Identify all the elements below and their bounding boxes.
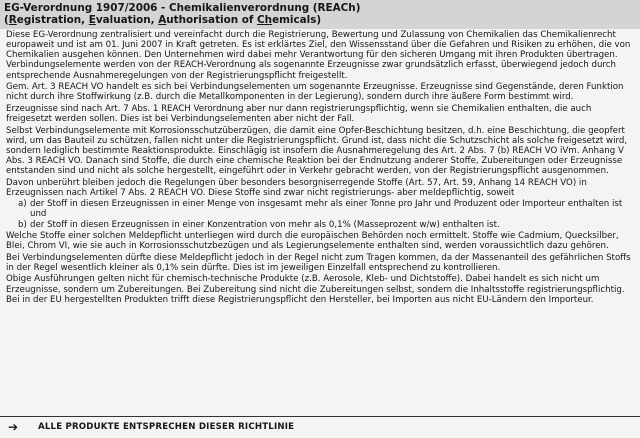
paragraph: Welche Stoffe einer solchen Meldepflicht unterliegen wird durch die europäischen Behörden noch ermittelt. Stoffe wie Cadmium, Quecksilber, Blei, Chrom VI, wie sie auch in Korrosionsschutzbezügen und als Legierungselemente enthalten sind, werden voraussichtlich dazu gehören. xyxy=(6,231,619,252)
paragraph: Erzeugnisse sind nach Art. 7 Abs. 1 REACH Verordnung aber nur dann registrierungspflichtig, wenn sie Chemikalien enthalten, die auch freigesetzt werden sollen. Dies ist bei Verbindungselementen aber nicht der Fall. xyxy=(6,103,592,125)
paragraph: Obige Ausführungen gelten nicht für chemisch-technische Produkte (z.B. Aerosole, Kleb- und Dichtstoffe). Dabei handelt es sich nicht um Erzeugnisse, sondern um Zubereitungen. Bei Zubereitung sind nicht die Zubereitungen selbst, sondern die Inhaltsstoffe registrierungspflichtig. Bei in der EU hergestellten Produkten trifft diese Registrierungspflicht den Hersteller, bei Importen aus nicht EU-Ländern den Importeur. xyxy=(6,274,625,305)
document-subtitle: (Registration, Evaluation, Authorisation of Chemicals) xyxy=(4,14,322,26)
list-text: der Stoff in diesen Erzeugnissen in einer Konzentration von mehr als 0,1% (Masseprozent w/w) enthalten ist. xyxy=(30,219,500,230)
document-title: EG-Verordnung 1907/2006 - Chemikalienverordnung (REACh) xyxy=(4,2,361,14)
list-item xyxy=(6,199,634,219)
paragraph: Bei Verbindungselementen dürfte diese Meldepflicht jedoch in der Regel nicht zum Tragen kommen, da der Massenanteil des gefährlichen Stoffs in der Regel wesentlich kleiner als 0,1% sein dürfte. Dies ist im jeweiligen Einzelfall entsprechend zu kontrollieren. xyxy=(6,252,631,273)
paragraph: Gem. Art. 3 REACH VO handelt es sich bei Verbindungselementen um sogenannte Erzeugnisse. Erzeugnisse sind Gegenstände, deren Funktion nicht durch ihre Stoffwirkung (z.B. durch die Metallkomponenten in der Legierung), sondern durch ihre äußere Form bestimmt wird. xyxy=(6,82,624,103)
footer-bar xyxy=(0,416,640,435)
list-item xyxy=(6,220,634,230)
list-text: der Stoff in diesen Erzeugnissen in einer Menge von insgesamt mehr als einer Tonne pro Jahr und Produzent oder Importeur enthalten ist und xyxy=(30,198,623,219)
footer-label: ALLE PRODUKTE ENTSPRECHEN DIESER RICHTLINIE xyxy=(38,422,295,432)
arrow-right-icon: ➔ xyxy=(8,420,19,434)
paragraph: Davon unberührt bleiben jedoch die Regelungen über besonders besorgniserregende Stoffe (Art. 57, Art. 59, Anhang 14 REACH VO) in Erzeugnissen nach Artikel 7 Abs. 2 REACH VO. Diese Stoffe sind zwar nicht registrierungs- aber meldepflichtig, soweit xyxy=(6,177,587,198)
document-body xyxy=(6,29,634,305)
paragraph: Diese EG-Verordnung zentralisiert und vereinfacht durch die Registrierung, Bewertung und Zulassung von Chemikalien das Chemikalienrecht europaweit und ist am 01. Juni 2007 in Kraft getreten. Es ist erklärtes Ziel, den Wissensstand über die Gefahren und Risiken zu erhöhen, die von Chemikalien ausgehen können. Den Unternehmen wird dabei mehr Verantwortung für den sicheren Umgang mit ihren Produkten übertragen. Verbindungselemente werden von der REACH-Verordnung als sogenannte Erzeugnisse zwar grundsätzlich erfasst, überwiegend jedoch durch entsprechende Ausnahmeregelungen von der Registrierungspflicht freigestellt. xyxy=(6,30,631,81)
list-marker: b) xyxy=(18,219,27,230)
paragraph: Selbst Verbindungselemente mit Korrosionsschutzüberzügen, die damit eine Opfer-Beschichtung besitzen, d.h. eine Beschichtung, die geopfert wird, um das Bauteil zu schützen, fallen nicht unter die Registrierungspflicht. Grund ist, dass nicht die Schutzschicht als solche freigesetzt wird, sondern lediglich bestimmte Reaktionsprodukte. Einschlägig ist insofern die Ausnahmeregelung des Art. 2 Abs. 7 (b) REACH VO iVm. Anhang V Abs. 3 REACH VO. Danach sind Stoffe, die durch eine chemische Reaktion bei der Endnutzung anderer Stoffe, Zubereitungen oder Erzeugnisse entstanden sind und nicht als solche hergestellt, eingeführt oder in Verkehr gebracht werden, von der Registrierungspflicht ausgenommen. xyxy=(6,125,628,177)
document-header xyxy=(0,0,640,29)
list-marker: a) xyxy=(18,198,27,209)
